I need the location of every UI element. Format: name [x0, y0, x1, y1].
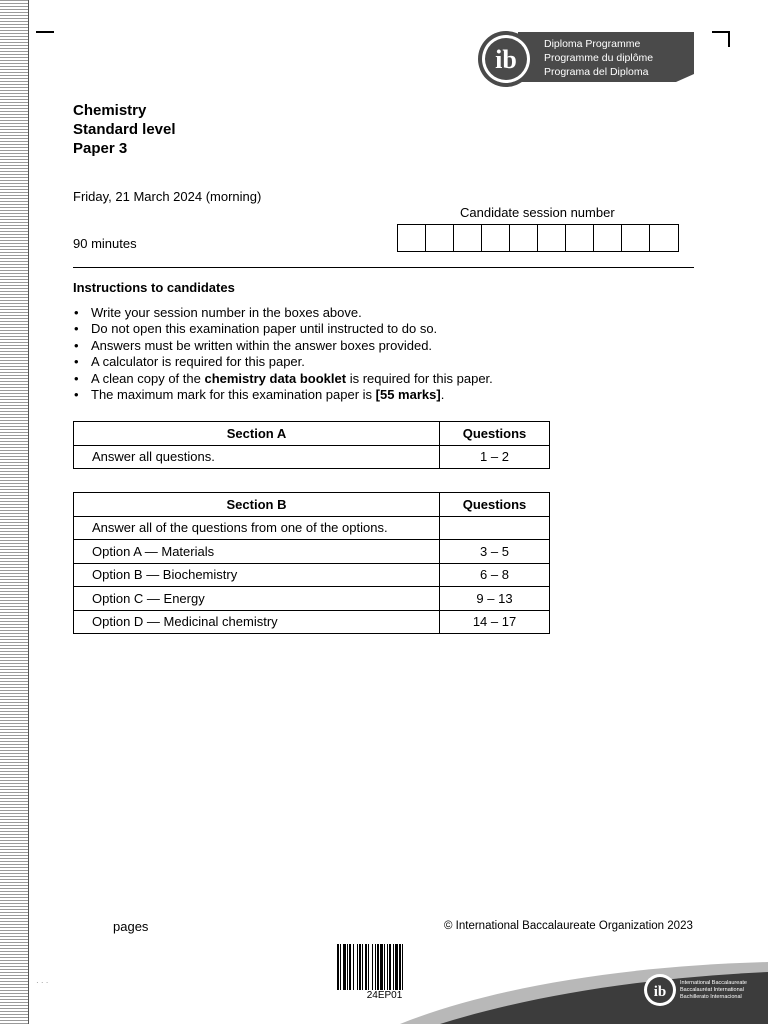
instruction-text: A clean copy of the	[91, 370, 205, 386]
row-description: Answer all questions.	[74, 445, 440, 469]
barcode-code: 24EP01	[366, 990, 403, 1001]
header-divider	[73, 267, 694, 268]
ib-logo-letters: ib	[495, 45, 517, 74]
session-number-boxes[interactable]	[397, 224, 679, 252]
barcode-bar	[368, 944, 369, 990]
instruction-emphasis: [55 marks]	[375, 387, 441, 403]
session-digit-box[interactable]	[622, 225, 650, 251]
barcode-bar	[365, 944, 367, 990]
instruction-emphasis: chemistry data booklet	[204, 370, 347, 386]
programme-line-2: Programme du diplôme	[544, 52, 654, 64]
row-description: Option D — Medicinal chemistry	[74, 610, 440, 634]
table-row	[74, 540, 550, 564]
exam-duration: 90 minutes	[73, 236, 137, 251]
ib-footer-logo	[400, 958, 768, 1024]
section-b-table	[73, 492, 550, 634]
org-line-1: International Baccalaureate	[680, 980, 747, 986]
session-number-label: Candidate session number	[460, 205, 615, 220]
table-row	[74, 587, 550, 611]
row-questions: 6 – 8	[440, 563, 550, 587]
org-line-3: Bachillerato Internacional	[680, 994, 742, 1000]
instruction-item	[73, 387, 493, 403]
session-digit-box[interactable]	[454, 225, 482, 251]
barcode-bar	[340, 944, 341, 990]
instruction-text: Write your session number in the boxes above.	[91, 305, 362, 320]
barcode-bar	[395, 944, 398, 990]
subject-title: Chemistry	[73, 102, 147, 119]
table-row	[74, 445, 550, 469]
binding-edge	[28, 0, 29, 1024]
barcode-bar	[384, 944, 385, 990]
copyright-notice: © International Baccalaureate Organization 2023	[444, 920, 693, 932]
level-title: Standard level	[73, 121, 176, 138]
barcode-bar	[337, 944, 339, 990]
barcode-bar	[357, 944, 358, 990]
row-questions: 9 – 13	[440, 587, 550, 611]
row-questions: 14 – 17	[440, 610, 550, 634]
programme-line-3: Programa del Diploma	[544, 66, 649, 78]
instruction-item	[73, 305, 493, 321]
session-digit-box[interactable]	[566, 225, 594, 251]
table-row	[74, 610, 550, 634]
barcode-bar	[372, 944, 373, 990]
instruction-text: The maximum mark for this examination paper is	[91, 387, 376, 403]
instruction-item	[73, 321, 493, 337]
barcode-bar	[359, 944, 361, 990]
barcode-bar	[377, 944, 379, 990]
instructions-list	[73, 305, 493, 403]
org-line-2: Baccalauréat International	[680, 987, 744, 993]
barcode-bar	[347, 944, 348, 990]
instruction-text: A calculator is required for this paper.	[91, 354, 305, 370]
row-questions: 1 – 2	[440, 445, 550, 469]
session-digit-box[interactable]	[398, 225, 426, 251]
crop-mark-top-left	[36, 31, 54, 33]
barcode-bar	[393, 944, 394, 990]
svg-text:ib: ib	[653, 984, 667, 1000]
barcode-bar	[343, 944, 346, 990]
section-b-questions-heading: Questions	[440, 493, 550, 517]
session-digit-box[interactable]	[482, 225, 510, 251]
instruction-text-end: is required for this paper.	[346, 370, 493, 386]
instruction-text-end: .	[440, 387, 445, 403]
section-a-table	[73, 421, 550, 469]
barcode-bar	[349, 944, 351, 990]
row-description: Option C — Energy	[74, 587, 440, 611]
exam-title	[73, 101, 176, 158]
session-digit-box[interactable]	[650, 225, 678, 251]
barcode-bar	[380, 944, 383, 990]
barcode-bar	[389, 944, 391, 990]
section-a-questions-heading: Questions	[440, 422, 550, 446]
crop-mark-top-right-vertical	[728, 31, 730, 47]
instruction-text: Answers must be written within the answer boxes provided.	[91, 337, 433, 353]
row-questions	[440, 516, 550, 540]
instruction-item	[73, 338, 493, 354]
table-row	[74, 516, 550, 540]
instruction-item	[73, 354, 493, 370]
session-digit-box[interactable]	[594, 225, 622, 251]
page-count-label: pages	[113, 919, 149, 934]
instruction-text: Do not open this examination paper until instructed to do so.	[91, 321, 438, 337]
session-digit-box[interactable]	[538, 225, 566, 251]
table-row	[74, 563, 550, 587]
edge-marks: · · ·	[36, 978, 49, 987]
instructions-heading: Instructions to candidates	[73, 280, 235, 295]
barcode-bar	[362, 944, 363, 990]
programme-line-1: Diploma Programme	[544, 38, 641, 50]
binding-strip	[0, 0, 28, 1024]
paper-title: Paper 3	[73, 140, 128, 157]
section-a-heading: Section A	[74, 422, 440, 446]
barcode-bar	[375, 944, 376, 990]
ib-diploma-logo	[476, 30, 696, 88]
barcode-bar	[387, 944, 388, 990]
instruction-item	[73, 371, 493, 387]
barcode-bar	[353, 944, 354, 990]
row-description: Option A — Materials	[74, 540, 440, 564]
exam-date: Friday, 21 March 2024 (morning)	[73, 189, 262, 204]
row-description: Option B — Biochemistry	[74, 563, 440, 587]
row-questions: 3 – 5	[440, 540, 550, 564]
session-digit-box[interactable]	[426, 225, 454, 251]
row-description: Answer all of the questions from one of the options.	[74, 516, 440, 540]
session-digit-box[interactable]	[510, 225, 538, 251]
section-b-heading: Section B	[74, 493, 440, 517]
